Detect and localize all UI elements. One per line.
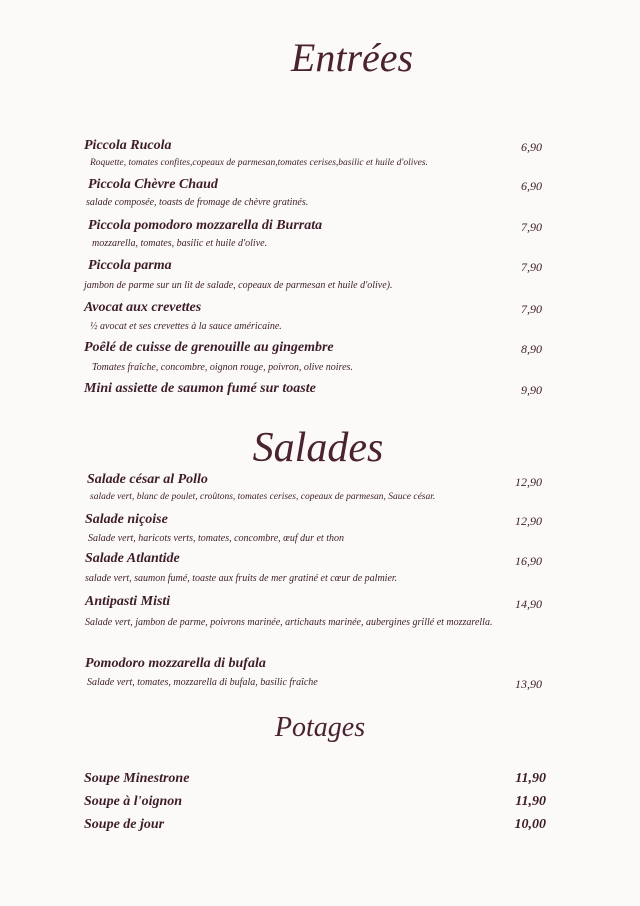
menu-item-desc: Salade vert, haricots verts, tomates, concombre, œuf dur et thon [88, 533, 344, 544]
menu-item-desc: Roquette, tomates confites,copeaux de parmesan,tomates cerises,basilic et huile d'olives. [90, 158, 428, 168]
menu-item-price: 12,90 [515, 514, 542, 528]
menu-item-desc: Salade vert, tomates, mozzarella di bufala, basilic fraîche [87, 677, 318, 688]
menu-item-price: 7,90 [521, 220, 542, 234]
section-title-entrees: Entrées [290, 35, 414, 80]
menu-item-desc: ½ avocat et ses crevettes à la sauce américaine. [90, 321, 282, 332]
menu-item-name: Piccola parma [88, 258, 172, 273]
menu-item-desc: mozzarella, tomates, basilic et huile d'olive. [92, 238, 268, 249]
menu-item-desc: Salade vert, jambon de parme, poivrons marinée, artichauts marinée, aubergines grillé et mozzarella. [85, 617, 493, 628]
menu-item-price: 12,90 [515, 475, 542, 489]
menu-item-name: Pomodoro mozzarella di bufala [85, 656, 266, 671]
menu-item-price: 7,90 [521, 260, 542, 274]
menu-item-name: Avocat aux crevettes [84, 300, 202, 315]
menu-item-name: Soupe de jour [84, 817, 165, 832]
menu-item-price: 10,00 [514, 817, 546, 832]
menu-item-name: Piccola pomodoro mozzarella di Burrata [88, 218, 323, 233]
section-title-potages: Potages [274, 712, 366, 743]
menu-item-name: Piccola Rucola [84, 138, 172, 153]
menu-item-name: Soupe Minestrone [84, 771, 190, 786]
menu-item-name: Mini assiette de saumon fumé sur toaste [84, 381, 316, 396]
menu-item-desc: salade composée, toasts de fromage de chèvre gratinés. [86, 197, 309, 208]
menu-item-price: 13,90 [515, 677, 542, 691]
menu-item-name: Salade Atlantide [85, 551, 180, 566]
menu-item-name: Salade césar al Pollo [87, 472, 208, 487]
menu-item-price: 14,90 [515, 597, 542, 611]
menu-item-price: 11,90 [515, 771, 546, 786]
menu-item-price: 11,90 [515, 794, 546, 809]
menu-item-name: Poêlé de cuisse de grenouille au gingembre [84, 340, 334, 355]
menu-item-name: Antipasti Misti [85, 594, 171, 609]
menu-item-price: 9,90 [521, 383, 542, 397]
menu-item-name: Salade niçoise [85, 512, 168, 527]
menu-item-price: 7,90 [521, 302, 542, 316]
menu-item-price: 6,90 [521, 140, 542, 154]
menu-item-desc: salade vert, blanc de poulet, croûtons, tomates cerises, copeaux de parmesan, Sauce césar. [90, 492, 436, 502]
menu-item-price: 8,90 [521, 342, 542, 356]
menu-item-price: 16,90 [515, 554, 542, 568]
menu-item-name: Soupe à l'oignon [84, 794, 183, 809]
menu-item-desc: jambon de parme sur un lit de salade, copeaux de parmesan et huile d'olive). [84, 280, 393, 291]
menu-item-name: Piccola Chèvre Chaud [88, 177, 218, 192]
menu-item-price: 6,90 [521, 179, 542, 193]
menu-item-desc: salade vert, saumon fumé, toaste aux fruits de mer gratiné et cœur de palmier. [85, 573, 398, 584]
menu-item-desc: Tomates fraîche, concombre, oignon rouge, poivron, olive noires. [92, 362, 353, 373]
section-title-salades: Salades [252, 425, 384, 471]
